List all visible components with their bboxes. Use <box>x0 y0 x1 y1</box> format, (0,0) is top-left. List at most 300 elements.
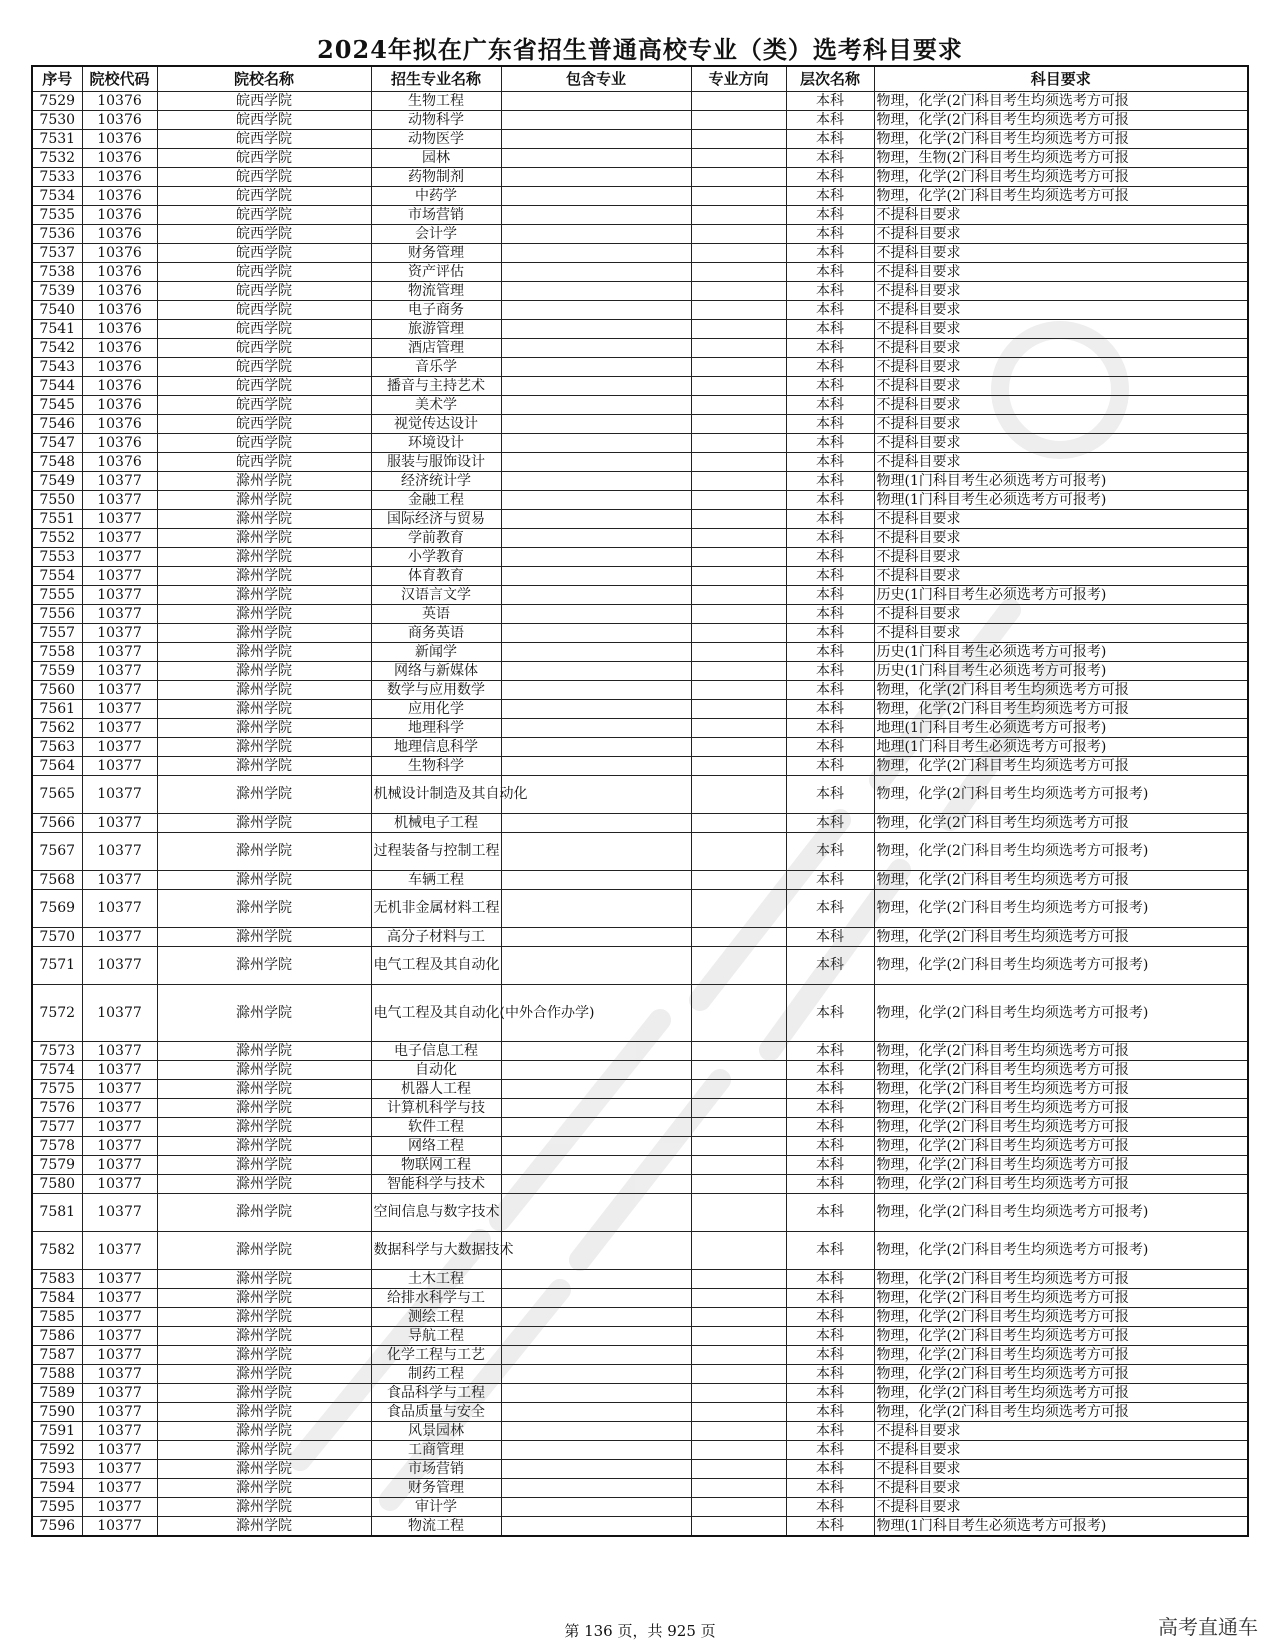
row-code: 10376 <box>82 415 157 434</box>
row-major: 药物制剂 <box>371 168 501 187</box>
row-code: 10376 <box>82 263 157 282</box>
table-header-row <box>32 66 1248 92</box>
row-requirement: 物理，化学(2门科目考生均须选考方可报考) <box>874 1232 1248 1270</box>
row-direction <box>691 548 786 567</box>
row-included <box>501 548 691 567</box>
row-major: 智能科学与技术 <box>371 1175 501 1194</box>
row-code: 10377 <box>82 1194 157 1232</box>
row-school: 滁州学院 <box>157 643 371 662</box>
row-major: 市场营销 <box>371 206 501 225</box>
row-included <box>501 510 691 529</box>
row-major: 计算机科学与技 <box>371 1099 501 1118</box>
row-level: 本科 <box>786 1327 874 1346</box>
row-level: 本科 <box>786 434 874 453</box>
row-direction <box>691 111 786 130</box>
row-school: 滁州学院 <box>157 1137 371 1156</box>
row-school: 皖西学院 <box>157 244 371 263</box>
row-requirement: 不提科目要求 <box>874 453 1248 472</box>
table-row <box>32 890 1248 928</box>
row-requirement: 物理，化学(2门科目考生均须选考方可报 <box>874 871 1248 890</box>
row-no: 7553 <box>32 548 82 567</box>
row-major: 物流管理 <box>371 282 501 301</box>
row-school: 皖西学院 <box>157 92 371 111</box>
row-major: 制药工程 <box>371 1365 501 1384</box>
row-no: 7575 <box>32 1080 82 1099</box>
row-no: 7593 <box>32 1460 82 1479</box>
row-level: 本科 <box>786 1422 874 1441</box>
row-no: 7554 <box>32 567 82 586</box>
row-requirement: 物理，化学(2门科目考生均须选考方可报 <box>874 814 1248 833</box>
row-no: 7541 <box>32 320 82 339</box>
row-requirement: 物理，化学(2门科目考生均须选考方可报 <box>874 700 1248 719</box>
row-school: 滁州学院 <box>157 491 371 510</box>
row-requirement: 不提科目要求 <box>874 548 1248 567</box>
table-row <box>32 1118 1248 1137</box>
row-requirement: 物理，化学(2门科目考生均须选考方可报考) <box>874 890 1248 928</box>
row-direction <box>691 1346 786 1365</box>
row-direction <box>691 928 786 947</box>
row-level: 本科 <box>786 187 874 206</box>
col-header-direction: 专业方向 <box>691 66 786 92</box>
row-code: 10377 <box>82 814 157 833</box>
row-school: 滁州学院 <box>157 1441 371 1460</box>
row-level: 本科 <box>786 700 874 719</box>
table-row <box>32 92 1248 111</box>
row-requirement: 不提科目要求 <box>874 358 1248 377</box>
row-included <box>501 377 691 396</box>
row-code: 10376 <box>82 434 157 453</box>
table-row <box>32 377 1248 396</box>
row-level: 本科 <box>786 719 874 738</box>
row-school: 滁州学院 <box>157 1194 371 1232</box>
row-level: 本科 <box>786 358 874 377</box>
table-row <box>32 1289 1248 1308</box>
row-direction <box>691 1080 786 1099</box>
row-code: 10377 <box>82 757 157 776</box>
row-code: 10377 <box>82 833 157 871</box>
row-direction <box>691 225 786 244</box>
row-direction <box>691 472 786 491</box>
row-level: 本科 <box>786 1042 874 1061</box>
row-major: 财务管理 <box>371 244 501 263</box>
row-direction <box>691 1403 786 1422</box>
row-code: 10376 <box>82 453 157 472</box>
row-no: 7544 <box>32 377 82 396</box>
row-no: 7543 <box>32 358 82 377</box>
row-code: 10376 <box>82 206 157 225</box>
row-no: 7545 <box>32 396 82 415</box>
row-direction <box>691 1137 786 1156</box>
row-school: 皖西学院 <box>157 377 371 396</box>
row-no: 7551 <box>32 510 82 529</box>
row-direction <box>691 947 786 985</box>
row-major: 动物医学 <box>371 130 501 149</box>
row-level: 本科 <box>786 263 874 282</box>
row-code: 10377 <box>82 947 157 985</box>
row-level: 本科 <box>786 814 874 833</box>
row-level: 本科 <box>786 681 874 700</box>
row-requirement: 不提科目要求 <box>874 1460 1248 1479</box>
row-major: 生物工程 <box>371 92 501 111</box>
row-level: 本科 <box>786 1118 874 1137</box>
row-major: 旅游管理 <box>371 320 501 339</box>
row-included <box>501 1308 691 1327</box>
row-requirement: 不提科目要求 <box>874 320 1248 339</box>
row-school: 皖西学院 <box>157 168 371 187</box>
row-direction <box>691 700 786 719</box>
table-row <box>32 206 1248 225</box>
row-direction <box>691 1099 786 1118</box>
table-row <box>32 605 1248 624</box>
row-no: 7587 <box>32 1346 82 1365</box>
row-major: 小学教育 <box>371 548 501 567</box>
row-code: 10377 <box>82 700 157 719</box>
row-code: 10376 <box>82 339 157 358</box>
row-school: 滁州学院 <box>157 890 371 928</box>
row-requirement: 物理，化学(2门科目考生均须选考方可报 <box>874 1365 1248 1384</box>
row-major: 风景园林 <box>371 1422 501 1441</box>
row-included <box>501 339 691 358</box>
row-level: 本科 <box>786 662 874 681</box>
table-row <box>32 1479 1248 1498</box>
table-row <box>32 1099 1248 1118</box>
row-major: 机械电子工程 <box>371 814 501 833</box>
row-major: 网络与新媒体 <box>371 662 501 681</box>
row-major: 国际经济与贸易 <box>371 510 501 529</box>
row-direction <box>691 985 786 1042</box>
row-school: 滁州学院 <box>157 738 371 757</box>
row-school: 滁州学院 <box>157 814 371 833</box>
row-included <box>501 149 691 168</box>
row-no: 7576 <box>32 1099 82 1118</box>
row-code: 10376 <box>82 92 157 111</box>
table-row <box>32 643 1248 662</box>
row-major: 会计学 <box>371 225 501 244</box>
table-row <box>32 1327 1248 1346</box>
requirements-table <box>31 65 1249 1537</box>
row-included <box>501 225 691 244</box>
row-direction <box>691 187 786 206</box>
row-direction <box>691 1042 786 1061</box>
row-requirement: 物理，化学(2门科目考生均须选考方可报 <box>874 757 1248 776</box>
row-no: 7538 <box>32 263 82 282</box>
row-included <box>501 130 691 149</box>
row-level: 本科 <box>786 1194 874 1232</box>
row-requirement: 物理，化学(2门科目考生均须选考方可报 <box>874 1080 1248 1099</box>
row-requirement: 不提科目要求 <box>874 624 1248 643</box>
row-included <box>501 1080 691 1099</box>
table-row <box>32 415 1248 434</box>
row-level: 本科 <box>786 149 874 168</box>
row-school: 皖西学院 <box>157 282 371 301</box>
row-school: 滁州学院 <box>157 1422 371 1441</box>
row-code: 10377 <box>82 1042 157 1061</box>
row-level: 本科 <box>786 1498 874 1517</box>
row-major: 土木工程 <box>371 1270 501 1289</box>
row-level: 本科 <box>786 871 874 890</box>
row-school: 滁州学院 <box>157 605 371 624</box>
row-major: 电子信息工程 <box>371 1042 501 1061</box>
row-major: 给排水科学与工 <box>371 1289 501 1308</box>
row-code: 10376 <box>82 130 157 149</box>
row-direction <box>691 605 786 624</box>
row-code: 10377 <box>82 776 157 814</box>
row-direction <box>691 130 786 149</box>
row-direction <box>691 738 786 757</box>
row-no: 7534 <box>32 187 82 206</box>
row-included <box>501 1365 691 1384</box>
row-level: 本科 <box>786 1460 874 1479</box>
row-major: 美术学 <box>371 396 501 415</box>
row-level: 本科 <box>786 92 874 111</box>
row-included <box>501 263 691 282</box>
row-major: 电子商务 <box>371 301 501 320</box>
row-included <box>501 168 691 187</box>
row-included <box>501 890 691 928</box>
row-direction <box>691 567 786 586</box>
row-included <box>501 1099 691 1118</box>
row-code: 10377 <box>82 985 157 1042</box>
row-school: 滁州学院 <box>157 662 371 681</box>
row-level: 本科 <box>786 453 874 472</box>
row-school: 滁州学院 <box>157 548 371 567</box>
row-included <box>501 1441 691 1460</box>
col-header-school: 院校名称 <box>157 66 371 92</box>
row-code: 10377 <box>82 1422 157 1441</box>
row-included <box>501 814 691 833</box>
table-row <box>32 1194 1248 1232</box>
row-code: 10376 <box>82 320 157 339</box>
row-level: 本科 <box>786 130 874 149</box>
row-included <box>501 1517 691 1537</box>
row-included <box>501 1346 691 1365</box>
row-requirement: 历史(1门科目考生必须选考方可报考) <box>874 643 1248 662</box>
row-school: 滁州学院 <box>157 1498 371 1517</box>
table-row <box>32 1498 1248 1517</box>
table-row <box>32 1517 1248 1537</box>
row-code: 10376 <box>82 358 157 377</box>
row-level: 本科 <box>786 605 874 624</box>
row-included <box>501 1137 691 1156</box>
row-no: 7556 <box>32 605 82 624</box>
row-major: 商务英语 <box>371 624 501 643</box>
row-school: 皖西学院 <box>157 111 371 130</box>
row-requirement: 物理，化学(2门科目考生均须选考方可报 <box>874 1099 1248 1118</box>
row-level: 本科 <box>786 1061 874 1080</box>
row-major: 数据科学与大数据技术 <box>371 1232 501 1270</box>
row-requirement: 不提科目要求 <box>874 605 1248 624</box>
row-major: 资产评估 <box>371 263 501 282</box>
table-row <box>32 833 1248 871</box>
row-school: 滁州学院 <box>157 928 371 947</box>
row-major: 播音与主持艺术 <box>371 377 501 396</box>
row-included <box>501 187 691 206</box>
row-requirement: 不提科目要求 <box>874 244 1248 263</box>
row-included <box>501 244 691 263</box>
row-code: 10377 <box>82 1308 157 1327</box>
row-requirement: 不提科目要求 <box>874 1422 1248 1441</box>
row-code: 10377 <box>82 1118 157 1137</box>
row-level: 本科 <box>786 890 874 928</box>
row-requirement: 物理(1门科目考生必须选考方可报考) <box>874 1517 1248 1537</box>
row-no: 7589 <box>32 1384 82 1403</box>
row-code: 10377 <box>82 1479 157 1498</box>
row-major: 财务管理 <box>371 1479 501 1498</box>
row-school: 皖西学院 <box>157 225 371 244</box>
row-major: 物流工程 <box>371 1517 501 1537</box>
row-major: 物联网工程 <box>371 1156 501 1175</box>
row-level: 本科 <box>786 1479 874 1498</box>
row-major: 空间信息与数字技术 <box>371 1194 501 1232</box>
row-included <box>501 491 691 510</box>
table-row <box>32 1232 1248 1270</box>
row-school: 皖西学院 <box>157 415 371 434</box>
row-included <box>501 605 691 624</box>
row-code: 10376 <box>82 282 157 301</box>
row-code: 10377 <box>82 1498 157 1517</box>
row-major: 化学工程与工艺 <box>371 1346 501 1365</box>
row-code: 10377 <box>82 1175 157 1194</box>
row-level: 本科 <box>786 377 874 396</box>
table-row <box>32 1422 1248 1441</box>
row-requirement: 物理，化学(2门科目考生均须选考方可报 <box>874 111 1248 130</box>
row-school: 滁州学院 <box>157 1080 371 1099</box>
row-requirement: 物理(1门科目考生必须选考方可报考) <box>874 472 1248 491</box>
row-direction <box>691 301 786 320</box>
row-no: 7591 <box>32 1422 82 1441</box>
row-no: 7529 <box>32 92 82 111</box>
table-row <box>32 928 1248 947</box>
row-code: 10377 <box>82 1346 157 1365</box>
row-level: 本科 <box>786 301 874 320</box>
row-requirement: 物理，生物(2门科目考生均须选考方可报 <box>874 149 1248 168</box>
row-included <box>501 1156 691 1175</box>
table-row <box>32 1270 1248 1289</box>
col-header-level: 层次名称 <box>786 66 874 92</box>
row-major: 机器人工程 <box>371 1080 501 1099</box>
row-included <box>501 1479 691 1498</box>
table-row <box>32 130 1248 149</box>
table-row <box>32 719 1248 738</box>
row-school: 皖西学院 <box>157 263 371 282</box>
row-requirement: 物理，化学(2门科目考生均须选考方可报 <box>874 1384 1248 1403</box>
row-level: 本科 <box>786 111 874 130</box>
table-row <box>32 1346 1248 1365</box>
row-no: 7557 <box>32 624 82 643</box>
brand-label: 高考直通车 <box>1158 1615 1258 1639</box>
row-direction <box>691 1327 786 1346</box>
row-direction <box>691 1308 786 1327</box>
row-included <box>501 1175 691 1194</box>
row-no: 7561 <box>32 700 82 719</box>
row-major: 食品质量与安全 <box>371 1403 501 1422</box>
row-major: 过程装备与控制工程 <box>371 833 501 871</box>
row-code: 10377 <box>82 643 157 662</box>
table-row <box>32 168 1248 187</box>
row-no: 7585 <box>32 1308 82 1327</box>
row-no: 7533 <box>32 168 82 187</box>
row-included <box>501 1270 691 1289</box>
row-direction <box>691 1365 786 1384</box>
col-header-no: 序号 <box>32 66 82 92</box>
row-requirement: 物理(1门科目考生必须选考方可报考) <box>874 491 1248 510</box>
row-level: 本科 <box>786 244 874 263</box>
row-level: 本科 <box>786 396 874 415</box>
row-major: 学前教育 <box>371 529 501 548</box>
row-direction <box>691 757 786 776</box>
row-code: 10377 <box>82 1517 157 1537</box>
table-row <box>32 738 1248 757</box>
row-no: 7586 <box>32 1327 82 1346</box>
row-included <box>501 662 691 681</box>
row-level: 本科 <box>786 928 874 947</box>
row-major: 导航工程 <box>371 1327 501 1346</box>
col-header-code: 院校代码 <box>82 66 157 92</box>
row-direction <box>691 1441 786 1460</box>
table-row <box>32 662 1248 681</box>
row-major: 地理科学 <box>371 719 501 738</box>
row-level: 本科 <box>786 643 874 662</box>
row-no: 7562 <box>32 719 82 738</box>
row-requirement: 物理，化学(2门科目考生均须选考方可报 <box>874 187 1248 206</box>
row-no: 7574 <box>32 1061 82 1080</box>
row-level: 本科 <box>786 1099 874 1118</box>
row-level: 本科 <box>786 1308 874 1327</box>
row-direction <box>691 149 786 168</box>
row-no: 7572 <box>32 985 82 1042</box>
row-direction <box>691 871 786 890</box>
row-school: 滁州学院 <box>157 1118 371 1137</box>
row-school: 滁州学院 <box>157 1232 371 1270</box>
row-included <box>501 301 691 320</box>
row-direction <box>691 814 786 833</box>
row-school: 滁州学院 <box>157 624 371 643</box>
row-level: 本科 <box>786 415 874 434</box>
row-included <box>501 1118 691 1137</box>
row-requirement: 物理，化学(2门科目考生均须选考方可报考) <box>874 1194 1248 1232</box>
row-code: 10377 <box>82 1080 157 1099</box>
row-no: 7565 <box>32 776 82 814</box>
col-header-major: 招生专业名称 <box>371 66 501 92</box>
table-row <box>32 1403 1248 1422</box>
row-requirement: 物理，化学(2门科目考生均须选考方可报 <box>874 681 1248 700</box>
table-row <box>32 985 1248 1042</box>
table-row <box>32 567 1248 586</box>
row-code: 10377 <box>82 491 157 510</box>
row-no: 7577 <box>32 1118 82 1137</box>
row-requirement: 不提科目要求 <box>874 301 1248 320</box>
row-code: 10377 <box>82 1232 157 1270</box>
row-no: 7552 <box>32 529 82 548</box>
table-row <box>32 529 1248 548</box>
row-no: 7579 <box>32 1156 82 1175</box>
row-school: 滁州学院 <box>157 1346 371 1365</box>
row-code: 10376 <box>82 244 157 263</box>
row-no: 7531 <box>32 130 82 149</box>
row-major: 自动化 <box>371 1061 501 1080</box>
col-header-included: 包含专业 <box>501 66 691 92</box>
table-row <box>32 453 1248 472</box>
row-level: 本科 <box>786 757 874 776</box>
row-no: 7583 <box>32 1270 82 1289</box>
row-requirement: 不提科目要求 <box>874 282 1248 301</box>
row-direction <box>691 643 786 662</box>
row-requirement: 物理，化学(2门科目考生均须选考方可报 <box>874 130 1248 149</box>
row-school: 滁州学院 <box>157 681 371 700</box>
row-no: 7530 <box>32 111 82 130</box>
row-direction <box>691 510 786 529</box>
row-code: 10377 <box>82 738 157 757</box>
